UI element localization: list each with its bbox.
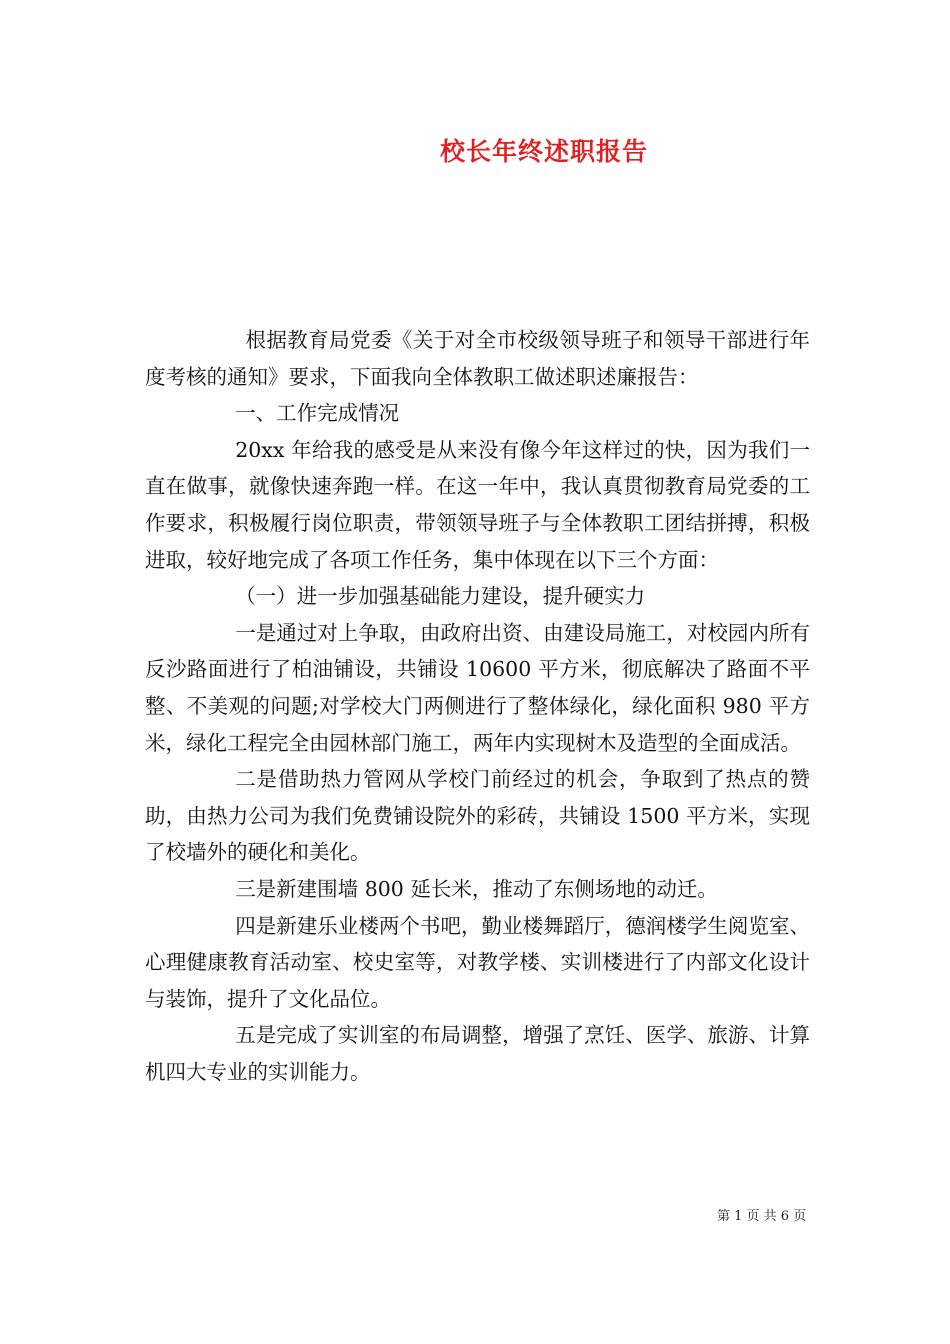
paragraph-item-1: 一是通过对上争取，由政府出资、由建设局施工，对校园内所有反沙路面进行了柏油铺设，共铺设 10600 平方米，彻底解决了路面不平整、不美观的问题;对学校大门两侧进行了整体绿化，绿化面积 980 平方米，绿化工程完全由园林部门施工，两年内实现树木及造型的全面成活。 — [145, 620, 810, 755]
document-body — [145, 322, 810, 1090]
paragraph-item-4: 四是新建乐业楼两个书吧，勤业楼舞蹈厅，德润楼学生阅览室、心理健康教育活动室、校史室等，对教学楼、实训楼进行了内部文化设计与装饰，提升了文化品位。 — [145, 913, 810, 1011]
paragraph-item-3: 三是新建围墙 800 延长米，推动了东侧场地的动迁。 — [235, 876, 718, 901]
page-number-footer: 第 1 页 共 6 页 — [717, 1209, 807, 1224]
section-heading-work-completion: 一、工作完成情况 — [235, 401, 400, 426]
subsection-heading-capacity-building: （一）进一步加强基础能力建设，提升硬实力 — [235, 584, 646, 609]
paragraph-item-2: 二是借助热力管网从学校门前经过的机会，争取到了热点的赞助，由热力公司为我们免费铺设院外的彩砖，共铺设 1500 平方米，实现了校墙外的硬化和美化。 — [145, 767, 810, 865]
paragraph-item-5: 五是完成了实训室的布局调整，增强了烹饪、医学、旅游、计算机四大专业的实训能力。 — [145, 1023, 810, 1084]
paragraph-intro: 根据教育局党委《关于对全市校级领导班子和领导干部进行年度考核的通知》要求，下面我向全体教职工做述职述廉报告： — [145, 328, 810, 389]
paragraph-summary: 20xx 年给我的感受是从来没有像今年这样过的快，因为我们一直在做事，就像快速奔跑一样。在这一年中，我认真贯彻教育局党委的工作要求，积极履行岗位职责，带领领导班子与全体教职工团结拼搏，积极进取，较好地完成了各项工作任务，集中体现在以下三个方面： — [145, 437, 810, 572]
document-title: 校长年终述职报告 — [440, 137, 649, 166]
